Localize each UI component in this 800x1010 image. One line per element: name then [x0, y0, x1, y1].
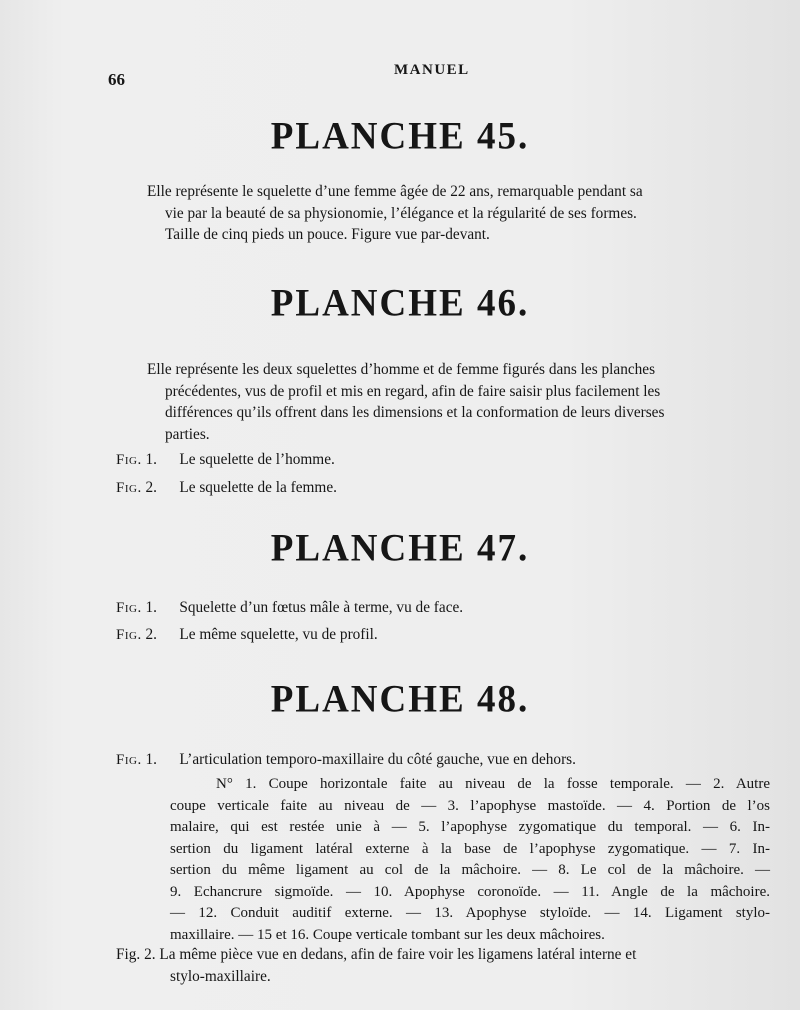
fig-caption: Squelette d’un fœtus mâle à terme, vu de face.: [179, 599, 464, 616]
text-line: vie par la beauté de sa physionomie, l’élégance et la régularité de ses formes.: [165, 204, 637, 222]
fig-caption: L’articulation temporo-maxillaire du côté gauche, vue en dehors.: [179, 751, 576, 768]
planche-46-description: [147, 359, 769, 445]
fig-number: 1.: [145, 599, 158, 616]
legend-line: maxillaire. — 15 et 16. Coupe verticale tombant sur les deux mâchoires.: [170, 926, 605, 943]
fig-label: Fig.: [116, 452, 142, 468]
text-line: précédentes, vus de profil et mis en regard, afin de faire saisir plus facilement les: [165, 382, 661, 400]
planche-46-fig-2: [116, 477, 776, 500]
planche-47-fig-2: [116, 624, 776, 647]
text-line: Taille de cinq pieds un pouce. Figure vue par-devant.: [165, 226, 490, 243]
fig-caption: La même pièce vue en dedans, afin de faire voir les ligamens latéral interne et: [159, 946, 637, 963]
fig-label: Fig.: [116, 627, 142, 643]
fig-label: Fig.: [116, 946, 141, 963]
legend-line: N° 1. Coupe horizontale faite au niveau de la fosse temporale. — 2. Autre: [216, 776, 770, 792]
fig-caption: Le squelette de l’homme.: [179, 451, 335, 468]
fig-caption-continuation: stylo-maxillaire.: [170, 967, 271, 985]
text-line: Elle représente le squelette d’une femme âgée de 22 ans, remarquable pendant sa: [147, 183, 643, 200]
fig-label: Fig.: [116, 752, 142, 768]
text-line: parties.: [165, 425, 210, 443]
legend-line: — 12. Conduit auditif externe. — 13. Apophyse styloïde. — 14. Ligament stylo-: [170, 905, 770, 921]
fig-label: Fig.: [116, 480, 142, 496]
fig-number: 2.: [144, 946, 156, 963]
planche-45-title: PLANCHE 45.: [270, 114, 530, 159]
legend-line: sertion du même ligament au col de la mâchoire. — 8. Le col de la mâchoire. —: [170, 862, 770, 878]
planche-47-fig-1: [116, 597, 776, 620]
legend-line: malaire, qui est restée unie à — 5. l’apophyse zygomatique du temporal. — 6. In-: [170, 819, 770, 835]
planche-48-fig-1: [116, 749, 776, 772]
fig-number: 2.: [145, 479, 158, 496]
fig-label: Fig.: [116, 600, 142, 616]
legend-line: 9. Echancrure sigmoïde. — 10. Apophyse coronoïde. — 11. Angle de la mâchoire.: [170, 883, 770, 900]
planche-48-legend: [170, 774, 770, 946]
fig-number: 2.: [145, 626, 158, 643]
planche-47-title: PLANCHE 47.: [270, 526, 530, 571]
planche-48-title: PLANCHE 48.: [270, 677, 530, 722]
planche-45-description: [147, 181, 769, 246]
page-number: 66: [108, 70, 125, 89]
running-header: [108, 62, 774, 89]
text-line: différences qu’ils offrent dans les dimensions et la conformation de leurs diverses: [165, 404, 665, 421]
fig-caption: Le squelette de la femme.: [179, 479, 337, 496]
legend-line: sertion du ligament latéral externe à la base de l’apophyse zygomatique. — 7. In-: [170, 840, 770, 857]
planche-48-fig-2: [116, 944, 776, 987]
fig-caption: Le même squelette, vu de profil.: [179, 626, 378, 643]
planche-46-fig-1: [116, 449, 776, 472]
text-line: Elle représente les deux squelettes d’homme et de femme figurés dans les planches: [147, 361, 656, 378]
legend-line: coupe verticale faite au niveau de — 3. l’apophyse mastoïde. — 4. Portion de l’os: [170, 797, 770, 814]
running-title: MANUEL: [394, 62, 470, 78]
planche-46-title: PLANCHE 46.: [270, 281, 530, 326]
fig-number: 1.: [145, 751, 158, 768]
fig-number: 1.: [145, 451, 158, 468]
